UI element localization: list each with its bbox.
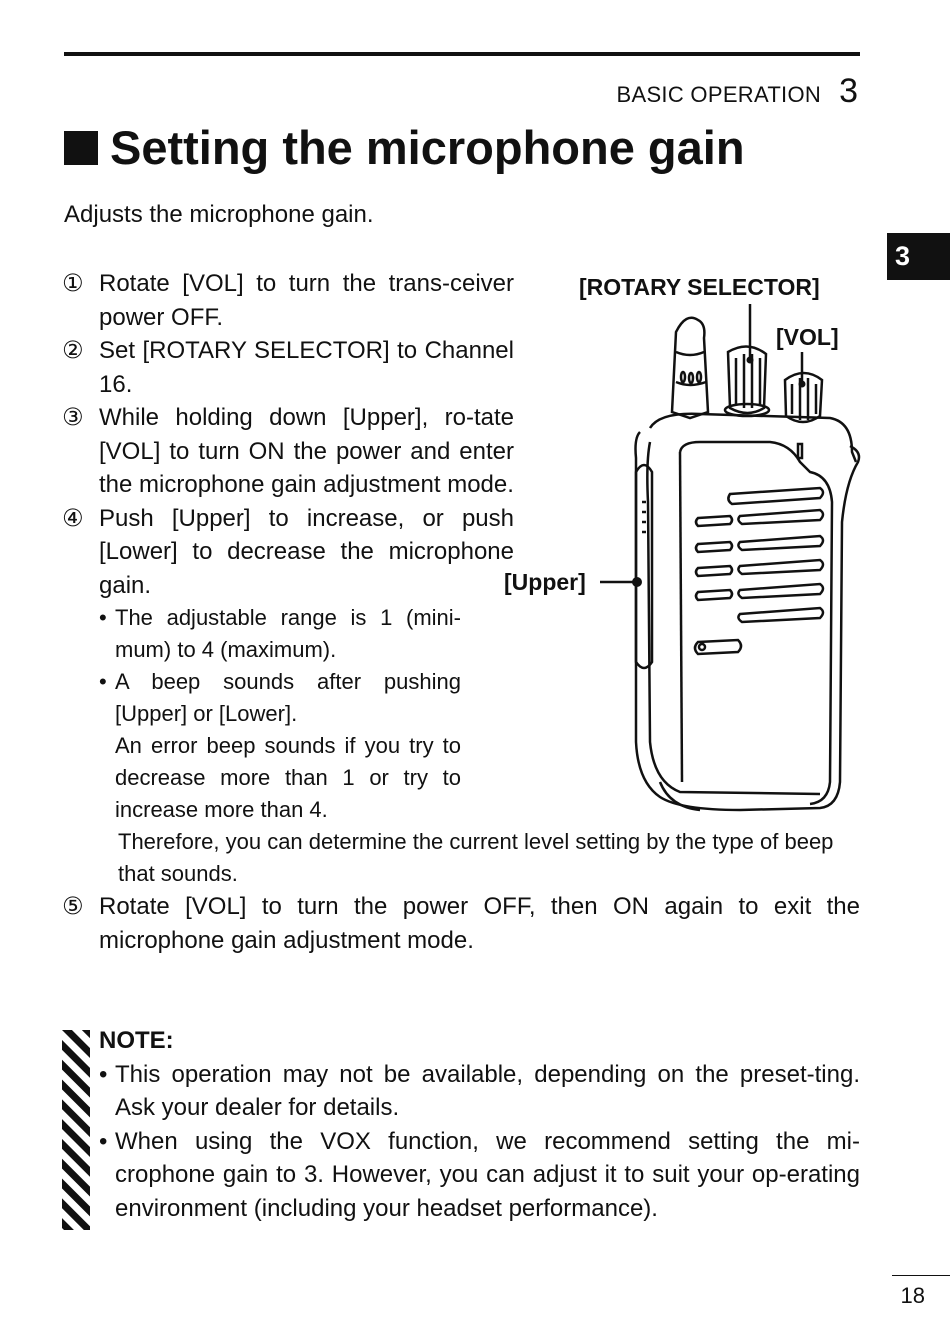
step-1: [62, 267, 514, 334]
step-4: [62, 502, 514, 827]
transceiver-icon: [500, 262, 870, 822]
running-header: [617, 72, 859, 111]
step-4-therefore: Therefore, you can determine the current level setting by the type of beep that sounds.: [118, 829, 834, 886]
rotary-marker: [747, 357, 754, 364]
intro-text: Adjusts the microphone gain.: [64, 201, 374, 228]
step-3: [62, 401, 514, 502]
note-item-vox: • When using the VOX function, we recommend setting the mi-crophone gain to 3. However, you can adjust it to suit your op-erating environment (including your headset performance).: [99, 1125, 860, 1226]
note-box: [62, 1024, 860, 1225]
step-2-number: ②: [62, 337, 84, 364]
upper-key-marker: [632, 577, 642, 587]
note-body: [99, 1024, 860, 1225]
page-title: [64, 120, 745, 175]
step-5-number: ⑤: [62, 893, 84, 920]
step-2: [62, 334, 514, 401]
step-1-text: Rotate [VOL] to turn the trans-ceiver power OFF.: [99, 270, 514, 331]
step-4-number: ④: [62, 504, 84, 532]
step-4-bullet-beep: • A beep sounds after pushing [Upper] or [Lower].: [99, 666, 461, 730]
chapter-tab: 3: [887, 233, 950, 280]
step-4-error-beep: An error beep sounds if you try to decrease more than 1 or try to increase more than 4.: [115, 733, 461, 822]
hatched-stripe-icon: [62, 1030, 90, 1230]
vol-marker: [799, 381, 806, 388]
chapter-number: 3: [839, 72, 858, 110]
label-rotary-selector: [ROTARY SELECTOR]: [579, 274, 820, 300]
step-5-text: Rotate [VOL] to turn the power OFF, then ON again to exit the microphone gain adjustment mode.: [99, 893, 860, 954]
note-item-availability: • This operation may not be available, depending on the preset-ting. Ask your dealer for details.: [99, 1058, 860, 1125]
page-title-text: Setting the microphone gain: [110, 121, 745, 174]
step-1-number: ①: [62, 270, 84, 297]
footer-rule: [892, 1275, 950, 1276]
step-5: [62, 890, 860, 957]
step-4-bullets: [99, 602, 461, 826]
label-upper: [Upper]: [504, 569, 586, 595]
page-number: 18: [900, 1283, 925, 1308]
step-3-number: ③: [62, 404, 84, 431]
step-4-text: Push [Upper] to increase, or push [Lower] to decrease the microphone gain.: [99, 504, 514, 599]
step-4-bullet-range: • The adjustable range is 1 (mini-mum) to 4 (maximum).: [99, 602, 461, 666]
note-title: NOTE:: [99, 1027, 174, 1054]
transceiver-figure: [500, 262, 870, 822]
section-label: BASIC OPERATION: [616, 82, 822, 107]
square-bullet-icon: [64, 131, 98, 165]
step-3-text: While holding down [Upper], ro-tate [VOL] to turn ON the power and enter the microphone gain adjustment mode.: [99, 404, 514, 498]
label-vol: [VOL]: [776, 324, 839, 350]
top-rule: [64, 52, 860, 56]
step-2-text: Set [ROTARY SELECTOR] to Channel 16.: [99, 337, 514, 398]
